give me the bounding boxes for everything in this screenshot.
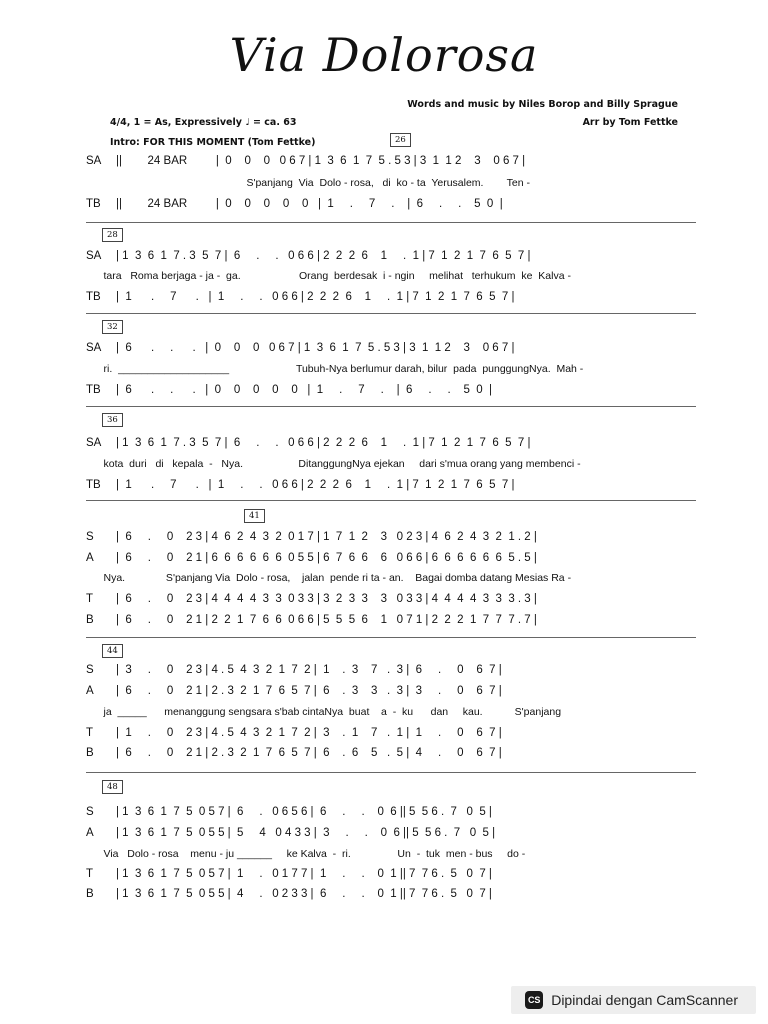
voice-label: SA: [86, 437, 102, 449]
notes: | 1 3 6 1 7 . 3 5 7 | 6 . . 0 6 6 | 2 2 2 6 1 . 1 | 7 1 2 1 7 6 5 7 |: [116, 250, 531, 262]
notation-row-b: [86, 745, 696, 761]
voice-label: SA: [86, 342, 102, 354]
voice-label: TB: [86, 198, 101, 210]
notes: | 6 . 0 2 3 | 4 6 2 4 3 2 0 1 7 | 1 7 1 2 3 0 2 3 | 4 6 2 4 3 2 1 . 2 |: [116, 531, 537, 543]
voice-label: T: [86, 727, 94, 739]
voice-label: A: [86, 552, 94, 564]
key-tempo: 4/4, 1 = As, Expressively ♩ = ca. 63: [110, 117, 297, 128]
notes: | 6 . 0 2 1 | 6 6 6 6 6 6 0 5 5 | 6 7 6 6 6 0 6 6 | 6 6 6 6 6 6 5 . 5 |: [116, 552, 537, 564]
lyric-line: Via Dolo - rosa menu - ju ______ ke Kalva - ri. Un - tuk men - bus do -: [86, 848, 526, 860]
notation-row-tb: [86, 382, 696, 398]
notes: | 6 . 0 2 1 | 2 . 3 2 1 7 6 5 7 | 6 . 3 3 . 3 | 3 . 0 6 7 |: [116, 685, 502, 697]
notation-row-tb: [86, 289, 696, 305]
notation-row-tb: [86, 477, 696, 493]
arranger: Arr by Tom Fettke: [582, 117, 678, 128]
voice-label: SA: [86, 155, 102, 167]
system-divider: [86, 313, 696, 314]
lyric-line: tara Roma berjaga - ja - ga. Orang berdesak i - ngin melihat terhukum ke Kalva -: [86, 270, 571, 282]
notation-row-b: [86, 886, 696, 902]
notation-row-tb: [86, 196, 696, 212]
system-divider: [86, 772, 696, 773]
system-4: [86, 413, 696, 498]
notation-row-sa: [86, 153, 696, 169]
voice-label: S: [86, 806, 94, 818]
notes: | 6 . 0 2 1 | 2 . 3 2 1 7 6 5 7 | 6 . 6 5 . 5 | 4 . 0 6 7 |: [116, 747, 502, 759]
notation-row-a: [86, 825, 696, 841]
voice-label: B: [86, 614, 94, 626]
system-divider: [86, 406, 696, 407]
system-2: [86, 228, 696, 308]
bar-number: 36: [102, 413, 123, 427]
voice-label: B: [86, 747, 94, 759]
lyric-line: S'panjang Via Dolo - rosa, di ko - ta Yerusalem. Ten -: [86, 177, 530, 189]
system-5: [86, 509, 696, 634]
voice-label: S: [86, 664, 94, 676]
system-divider: [86, 500, 696, 501]
voice-label: S: [86, 531, 94, 543]
notes: | 1 3 6 1 7 5 0 5 7 | 6 . 0 6 5 6 | 6 . . 0 6 || 5 5 6 . 7 0 5 |: [116, 806, 492, 818]
notation-row-sa: [86, 435, 696, 451]
notes: | 6 . . . | 0 0 0 0 6 7 | 1 3 6 1 7 5 . 5 3 | 3 1 1 2 3 0 6 7 |: [116, 342, 515, 354]
notes: | 6 . . . | 0 0 0 0 0 | 1 . 7 . | 6 . . 5 0 |: [116, 384, 493, 396]
notation-row-s: [86, 662, 696, 678]
notes: | 1 . 7 . | 1 . . 0 6 6 | 2 2 2 6 1 . 1 | 7 1 2 1 7 6 5 7 |: [116, 291, 515, 303]
camscanner-logo-icon: CS: [525, 991, 543, 1009]
voice-label: TB: [86, 384, 101, 396]
voice-label: T: [86, 868, 94, 880]
camscanner-badge: [511, 986, 756, 1014]
notation-row-t: [86, 725, 696, 741]
notes: || 24 BAR | 0 0 0 0 0 | 1 . 7 . | 6 . . 5 0 |: [116, 198, 503, 210]
notation-row-t: [86, 866, 696, 882]
system-7: [86, 780, 696, 905]
bar-number: 26: [390, 133, 411, 147]
system-divider: [86, 222, 696, 223]
voice-label: T: [86, 593, 94, 605]
system-divider: [86, 637, 696, 638]
notes: | 3 . 0 2 3 | 4 . 5 4 3 2 1 7 2 | 1 . 3 7 . 3 | 6 . 0 6 7 |: [116, 664, 502, 676]
notation-row-sa: [86, 248, 696, 264]
notes: || 24 BAR | 0 0 0 0 6 7 | 1 3 6 1 7 5 . 5 3 | 3 1 1 2 3 0 6 7 |: [116, 155, 526, 167]
notation-row-a: [86, 550, 696, 566]
voice-label: SA: [86, 250, 102, 262]
voice-label: TB: [86, 479, 101, 491]
lyric-line: Nya. S'panjang Via Dolo - rosa, jalan pende ri ta - an. Bagai domba datang Mesias Ra -: [86, 572, 572, 584]
notation-row-b: [86, 612, 696, 628]
system-1: [86, 133, 696, 218]
lyric-line: ri. ___________________ Tubuh-Nya berlumur darah, bilur pada punggungNya. Mah -: [86, 363, 584, 375]
notation-row-s: [86, 529, 696, 545]
notes: | 6 . 0 2 1 | 2 2 1 7 6 6 0 6 6 | 5 5 5 6 1 0 7 1 | 2 2 2 1 7 7 7 . 7 |: [116, 614, 537, 626]
notes: | 1 . 0 2 3 | 4 . 5 4 3 2 1 7 2 | 3 . 1 7 . 1 | 1 . 0 6 7 |: [116, 727, 502, 739]
system-6: [86, 644, 696, 769]
bar-number: 44: [102, 644, 123, 658]
lyric-line: kota duri di kepala - Nya. DitanggungNya ejekan dari s'mua orang yang membenci -: [86, 458, 581, 470]
voice-label: B: [86, 888, 94, 900]
voice-label: A: [86, 685, 94, 697]
notes: | 1 3 6 1 7 . 3 5 7 | 6 . . 0 6 6 | 2 2 2 6 1 . 1 | 7 1 2 1 7 6 5 7 |: [116, 437, 531, 449]
notes: | 1 3 6 1 7 5 0 5 5 | 4 . 0 2 3 3 | 6 . . 0 1 || 7 7 6 . 5 0 7 |: [116, 888, 492, 900]
notes: | 1 3 6 1 7 5 0 5 5 | 5 4 0 4 3 3 | 3 . . 0 6 || 5 5 6 . 7 0 5 |: [116, 827, 496, 839]
bar-number: 41: [244, 509, 265, 523]
camscanner-text: Dipindai dengan CamScanner: [551, 992, 738, 1008]
notation-row-a: [86, 683, 696, 699]
notation-row-t: [86, 591, 696, 607]
notes: | 1 . 7 . | 1 . . 0 6 6 | 2 2 2 6 1 . 1 | 7 1 2 1 7 6 5 7 |: [116, 479, 515, 491]
credits: Words and music by Niles Borop and Billy Sprague: [407, 99, 678, 110]
notation-row-s: [86, 804, 696, 820]
page-title: Via Dolorosa: [229, 28, 539, 82]
intro-note: Intro: FOR THIS MOMENT (Tom Fettke): [110, 137, 316, 148]
lyric-line: ja _____ menanggung sengsara s'bab cintaNya buat a - ku dan kau. S'panjang: [86, 706, 562, 718]
notes: | 6 . 0 2 3 | 4 4 4 4 3 3 0 3 3 | 3 2 3 3 3 0 3 3 | 4 4 4 4 3 3 3 . 3 |: [116, 593, 537, 605]
system-3: [86, 320, 696, 400]
notation-row-sa: [86, 340, 696, 356]
notes: | 1 3 6 1 7 5 0 5 7 | 1 . 0 1 7 7 | 1 . . 0 1 || 7 7 6 . 5 0 7 |: [116, 868, 492, 880]
voice-label: TB: [86, 291, 101, 303]
voice-label: A: [86, 827, 94, 839]
bar-number: 48: [102, 780, 123, 794]
bar-number: 32: [102, 320, 123, 334]
bar-number: 28: [102, 228, 123, 242]
